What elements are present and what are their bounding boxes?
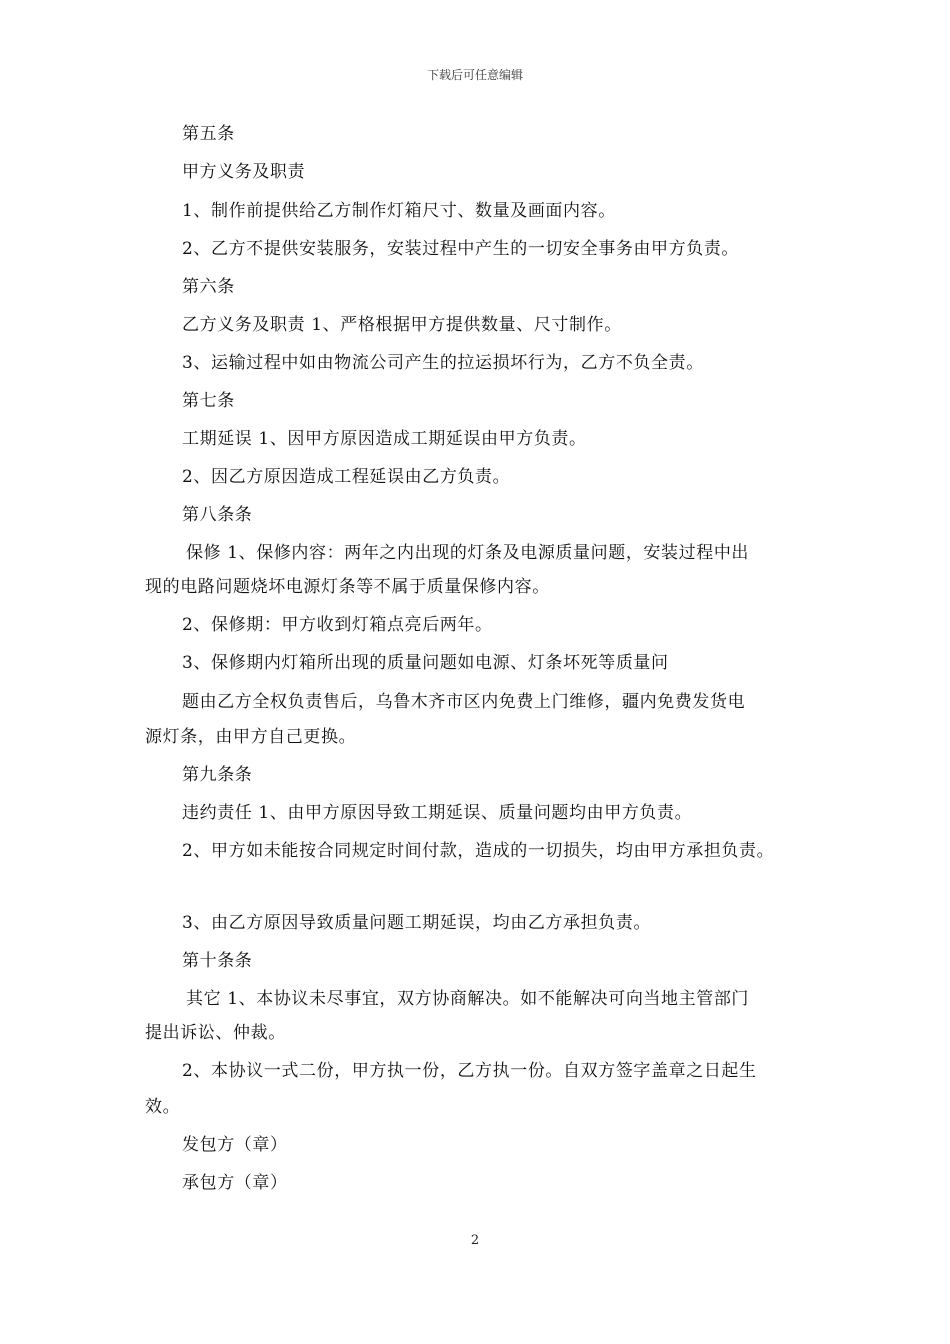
paragraph: 2、因乙方原因造成工程延误由乙方负责。 bbox=[182, 467, 511, 487]
paragraph: 2、保修期：甲方收到灯箱点亮后两年。 bbox=[182, 615, 493, 635]
paragraph-continuation: 现的电路问题烧坏电源灯条等不属于质量保修内容。 bbox=[145, 577, 550, 597]
paragraph: 乙方义务及职责 1、严格根据甲方提供数量、尺寸制作。 bbox=[182, 315, 622, 335]
paragraph: 2、乙方不提供安装服务，安装过程中产生的一切安全事务由甲方负责。 bbox=[182, 239, 740, 259]
article-9-heading: 第九条条 bbox=[182, 765, 253, 785]
paragraph: 工期延误 1、因甲方原因造成工期延误由甲方负责。 bbox=[182, 429, 587, 449]
page-header: 下载后可任意编辑 bbox=[426, 68, 523, 82]
paragraph-continuation: 效。 bbox=[145, 1097, 181, 1117]
article-8-heading: 第八条条 bbox=[182, 505, 253, 525]
contractor-seal-line: 发包方（章） bbox=[182, 1135, 288, 1155]
paragraph: 保修 1、保修内容：两年之内出现的灯条及电源质量问题，安装过程中出 bbox=[186, 543, 750, 563]
paragraph: 2、甲方如未能按合同规定时间付款，造成的一切损失，均由甲方承担负责。 bbox=[182, 841, 775, 861]
paragraph: 违约责任 1、由甲方原因导致工期延误、质量问题均由甲方负责。 bbox=[182, 803, 693, 823]
article-5-heading: 第五条 bbox=[182, 124, 235, 144]
page-number: 2 bbox=[470, 1233, 480, 1248]
article-10-heading: 第十条条 bbox=[182, 951, 253, 971]
paragraph: 3、保修期内灯箱所出现的质量问题如电源、灯条坏死等质量问 bbox=[182, 653, 669, 673]
party-a-duties-heading: 甲方义务及职责 bbox=[182, 162, 306, 182]
article-7-heading: 第七条 bbox=[182, 391, 235, 411]
paragraph: 题由乙方全权负责售后，乌鲁木齐市区内免费上门维修，疆内免费发货电 bbox=[182, 692, 746, 712]
contractee-seal-line: 承包方（章） bbox=[182, 1173, 288, 1193]
paragraph: 其它 1、本协议未尽事宜，双方协商解决。如不能解决可向当地主管部门 bbox=[186, 989, 750, 1009]
paragraph-continuation: 提出诉讼、仲裁。 bbox=[145, 1023, 286, 1043]
paragraph: 1、制作前提供给乙方制作灯箱尺寸、数量及画面内容。 bbox=[182, 201, 616, 221]
paragraph-continuation: 源灯条，由甲方自己更换。 bbox=[145, 727, 357, 747]
paragraph: 2、本协议一式二份，甲方执一份，乙方执一份。自双方签字盖章之日起生 bbox=[182, 1061, 757, 1081]
paragraph: 3、由乙方原因导致质量问题工期延误，均由乙方承担负责。 bbox=[182, 913, 652, 933]
article-6-heading: 第六条 bbox=[182, 277, 235, 297]
paragraph: 3、运输过程中如由物流公司产生的拉运损坏行为，乙方不负全责。 bbox=[182, 353, 704, 373]
